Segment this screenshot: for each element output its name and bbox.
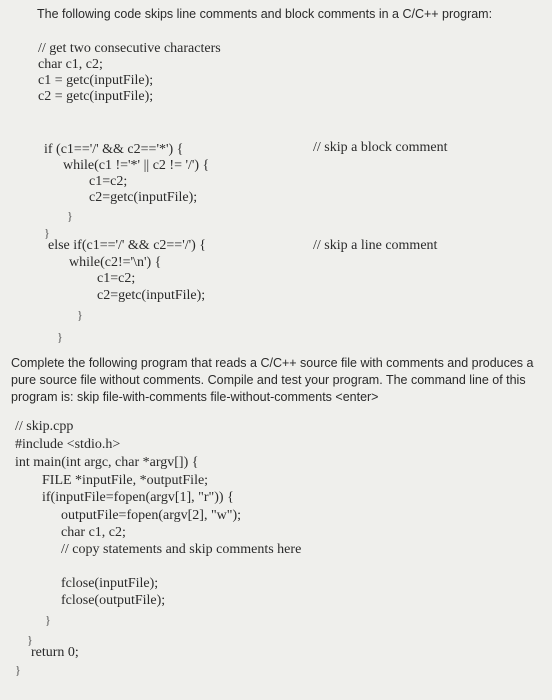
code-line: int main(int argc, char *argv[]) { (15, 455, 199, 470)
code-line: c1 = getc(inputFile); (38, 73, 154, 88)
code-line: fclose(inputFile); (61, 576, 159, 591)
code-line: if(inputFile=fopen(argv[1], "r")) { (42, 490, 234, 505)
code-line: while(c2!='\n') { (69, 255, 162, 270)
code-brace: } (67, 209, 73, 223)
code-line: c1=c2; (89, 174, 128, 189)
code-brace: } (44, 226, 50, 240)
code-line: if (c1=='/' && c2=='*') { (44, 142, 184, 157)
code-brace: } (27, 633, 33, 647)
code-comment: // skip.cpp (15, 419, 74, 434)
code-comment: // skip a block comment (313, 140, 448, 155)
code-line: char c1, c2; (61, 525, 126, 540)
instruction-line: pure source file without comments. Compile and test your program. The command line of this (11, 373, 526, 387)
code-brace: } (77, 308, 83, 322)
code-line: return 0; (31, 645, 79, 660)
instruction-line: program is: skip file-with-comments file-without-comments <enter> (11, 390, 379, 404)
problem-title: The following code skips line comments and block comments in a C/C++ program: (37, 7, 493, 21)
code-line: c2=getc(inputFile); (89, 190, 198, 205)
code-line: FILE *inputFile, *outputFile; (42, 473, 209, 488)
code-brace: } (57, 330, 63, 344)
instruction-line: Complete the following program that reads a C/C++ source file with comments and produces a (11, 356, 534, 370)
code-line: #include <stdio.h> (15, 437, 121, 452)
code-comment: // get two consecutive characters (38, 41, 221, 56)
code-line: c2=getc(inputFile); (97, 288, 206, 303)
code-comment: // skip a line comment (313, 238, 438, 253)
code-comment: // copy statements and skip comments here (61, 542, 302, 557)
code-line: fclose(outputFile); (61, 593, 166, 608)
code-brace: } (45, 613, 51, 627)
code-line: c1=c2; (97, 271, 136, 286)
code-line: while(c1 !='*' || c2 != '/') { (63, 158, 210, 173)
code-line: else if(c1=='/' && c2=='/') { (48, 238, 207, 253)
code-line: char c1, c2; (38, 57, 103, 72)
code-brace: } (15, 663, 21, 677)
code-line: outputFile=fopen(argv[2], "w"); (61, 508, 242, 523)
code-line: c2 = getc(inputFile); (38, 89, 154, 104)
